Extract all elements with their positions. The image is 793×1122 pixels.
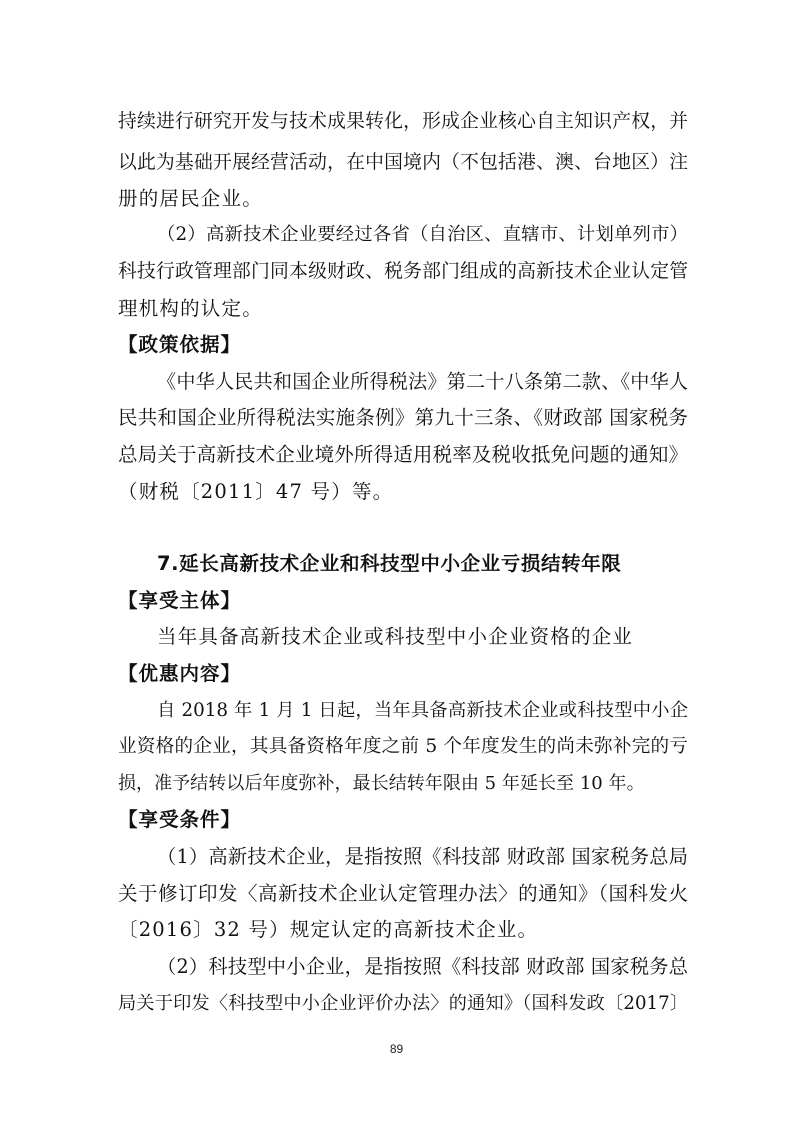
paragraph-line: （2）高新技术企业要经过各省（自治区、直辖市、计划单列市） — [157, 224, 688, 245]
paragraph-line: 科技行政管理部门同本级财政、税务部门组成的高新技术企业认定管 — [118, 261, 688, 282]
page-number: 89 — [389, 1042, 404, 1056]
paragraph-line: 理机构的认定。 — [118, 297, 263, 320]
paragraph-line: （财税〔2011〕47 号）等。 — [118, 480, 394, 503]
paragraph-line: 局关于印发〈科技型中小企业评价办法〉的通知》（国科发政〔2017〕 — [118, 993, 688, 1014]
section-heading: 【优惠内容】 — [118, 662, 242, 685]
paragraph-line: 关于修订印发〈高新技术企业认定管理办法〉的通知》（国科发火 — [118, 882, 688, 905]
section-heading: 【政策依据】 — [118, 333, 242, 356]
paragraph-line: 持续进行研究开发与技术成果转化，形成企业核心自主知识产权，并 — [118, 111, 688, 132]
paragraph-line: 损，准予结转以后年度弥补，最长结转年限由 5 年延长至 10 年。 — [118, 773, 645, 794]
paragraph-line: （1）高新技术企业，是指按照《科技部 财政部 国家税务总局 — [157, 845, 688, 868]
paragraph-line: （2）科技型中小企业，是指按照《科技部 财政部 国家税务总 — [157, 955, 688, 978]
paragraph-line: 自 2018 年 1 月 1 日起，当年具备高新技术企业或科技型中小企 — [157, 700, 688, 721]
paragraph-line: 《中华人民共和国企业所得税法》第二十八条第二款、《中华人 — [157, 370, 688, 393]
paragraph-line: 册的居民企业。 — [118, 187, 263, 210]
paragraph-line: 民共和国企业所得税法实施条例》第九十三条、《财政部 国家税务 — [118, 406, 688, 429]
section-heading: 【享受主体】 — [118, 589, 242, 612]
paragraph-line: 当年具备高新技术企业或科技型中小企业资格的企业 — [157, 625, 634, 648]
paragraph-line: 业资格的企业，其具备资格年度之前 5 个年度发生的尚未弥补完的亏 — [118, 736, 688, 757]
paragraph-line: 〔2016〕32 号）规定认定的高新技术企业。 — [118, 918, 539, 941]
section-title: 7.延长高新技术企业和科技型中小企业亏损结转年限 — [157, 552, 622, 575]
paragraph-line: 总局关于高新技术企业境外所得适用税率及税收抵免问题的通知》 — [118, 443, 688, 466]
paragraph-line: 以此为基础开展经营活动，在中国境内（不包括港、澳、台地区）注 — [118, 152, 688, 173]
section-heading: 【享受条件】 — [118, 808, 242, 831]
